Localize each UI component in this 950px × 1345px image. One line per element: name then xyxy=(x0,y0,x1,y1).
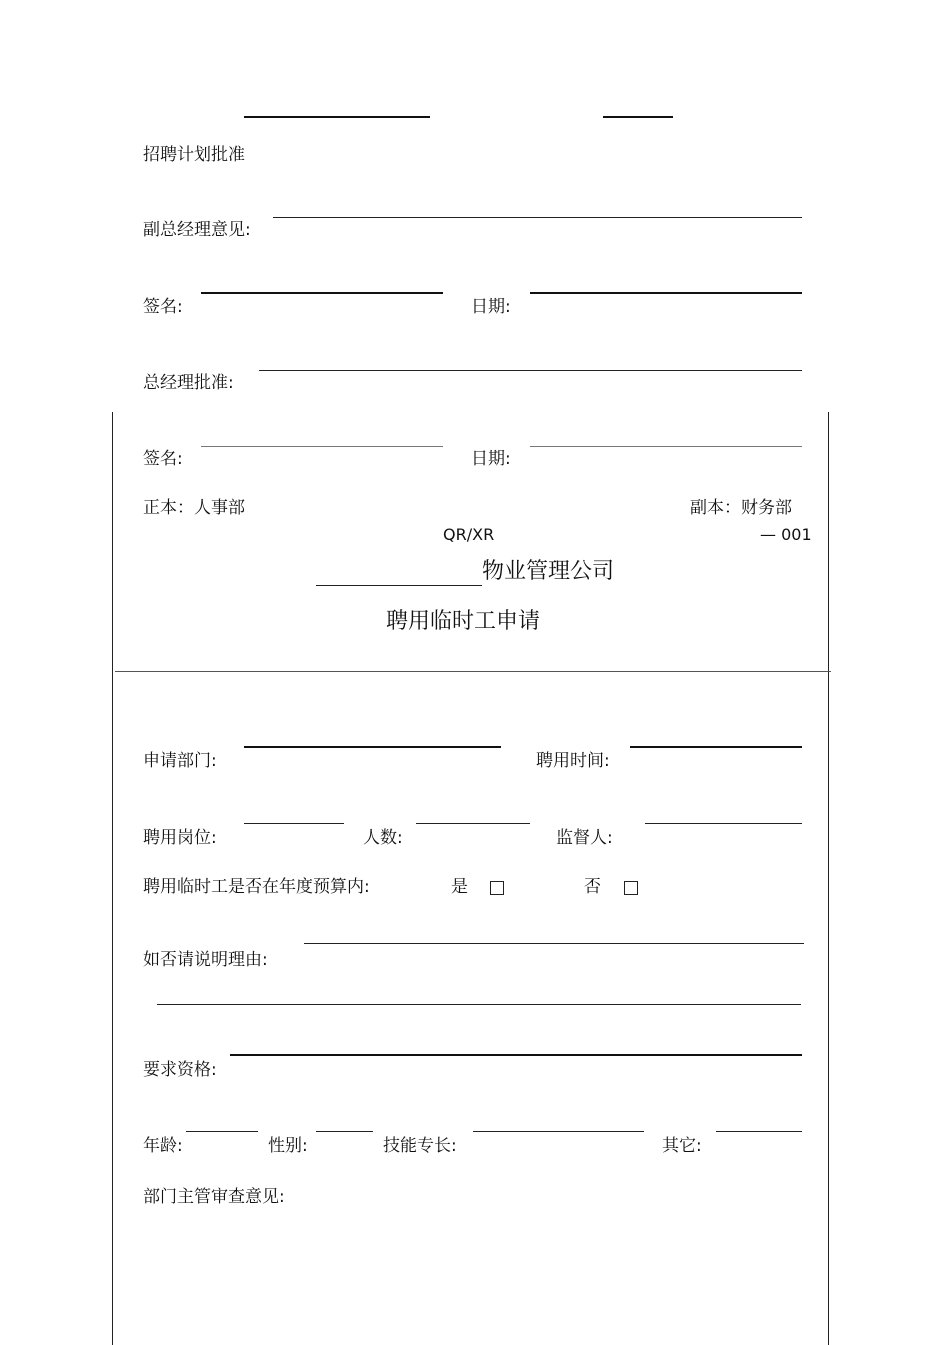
vp-opinion-field[interactable] xyxy=(273,217,802,218)
budget-question: 聘用临时工是否在年度预算内: xyxy=(143,877,370,897)
gm-date-field[interactable] xyxy=(530,446,802,447)
form-code-left: QR/XR xyxy=(443,525,495,544)
no-label: 否 xyxy=(584,877,601,897)
hire-time-label: 聘用时间: xyxy=(536,751,610,771)
duplicate-copy-dept: 副本：财务部 xyxy=(690,498,792,518)
reason-field-line-1[interactable] xyxy=(304,943,804,944)
vp-date-field[interactable] xyxy=(530,292,802,294)
signature-label-2: 签名: xyxy=(143,449,183,469)
position-label: 聘用岗位: xyxy=(143,828,217,848)
date-label-2: 日期: xyxy=(471,449,511,469)
original-copy-dept: 正本：人事部 xyxy=(143,498,245,518)
manager-review-label: 部门主管审查意见: xyxy=(143,1187,285,1207)
headcount-field[interactable] xyxy=(416,823,530,824)
supervisor-field[interactable] xyxy=(645,823,802,824)
skills-field[interactable] xyxy=(473,1131,644,1132)
hire-time-field[interactable] xyxy=(630,746,802,748)
signature-label: 签名: xyxy=(143,297,183,317)
gm-signature-field[interactable] xyxy=(201,446,443,447)
top-blank-line-left xyxy=(244,116,430,118)
requirements-label: 要求资格: xyxy=(143,1060,217,1080)
vp-signature-field[interactable] xyxy=(201,292,443,294)
form-code-right: — 001 xyxy=(760,525,812,544)
age-label: 年龄: xyxy=(143,1136,183,1156)
company-name-field[interactable] xyxy=(316,585,482,586)
yes-label: 是 xyxy=(451,877,468,897)
top-blank-line-right xyxy=(603,116,673,118)
gender-field[interactable] xyxy=(316,1131,373,1132)
department-field[interactable] xyxy=(244,746,501,748)
gm-approval-field[interactable] xyxy=(259,370,802,371)
gm-approval-label: 总经理批准: xyxy=(143,373,234,393)
skills-label: 技能专长: xyxy=(383,1136,457,1156)
no-checkbox[interactable] xyxy=(624,881,638,895)
approval-section-title: 招聘计划批准 xyxy=(143,145,245,165)
gender-label: 性别: xyxy=(268,1136,308,1156)
reason-label: 如否请说明理由: xyxy=(143,950,268,970)
reason-field-line-2[interactable] xyxy=(157,1004,801,1005)
yes-checkbox[interactable] xyxy=(490,881,504,895)
supervisor-label: 监督人: xyxy=(556,828,613,848)
other-field[interactable] xyxy=(716,1131,802,1132)
requirements-field[interactable] xyxy=(230,1054,802,1056)
company-suffix: 物业管理公司 xyxy=(482,559,615,584)
date-label: 日期: xyxy=(471,297,511,317)
form-border-left xyxy=(112,412,113,1345)
headcount-label: 人数: xyxy=(363,828,403,848)
form-border-right xyxy=(828,412,829,1345)
position-field[interactable] xyxy=(244,823,344,824)
header-divider xyxy=(115,671,831,672)
department-label: 申请部门: xyxy=(143,751,217,771)
form-title: 聘用临时工申请 xyxy=(386,609,541,634)
age-field[interactable] xyxy=(186,1131,258,1132)
other-label: 其它: xyxy=(662,1136,702,1156)
vp-opinion-label: 副总经理意见: xyxy=(143,220,251,240)
